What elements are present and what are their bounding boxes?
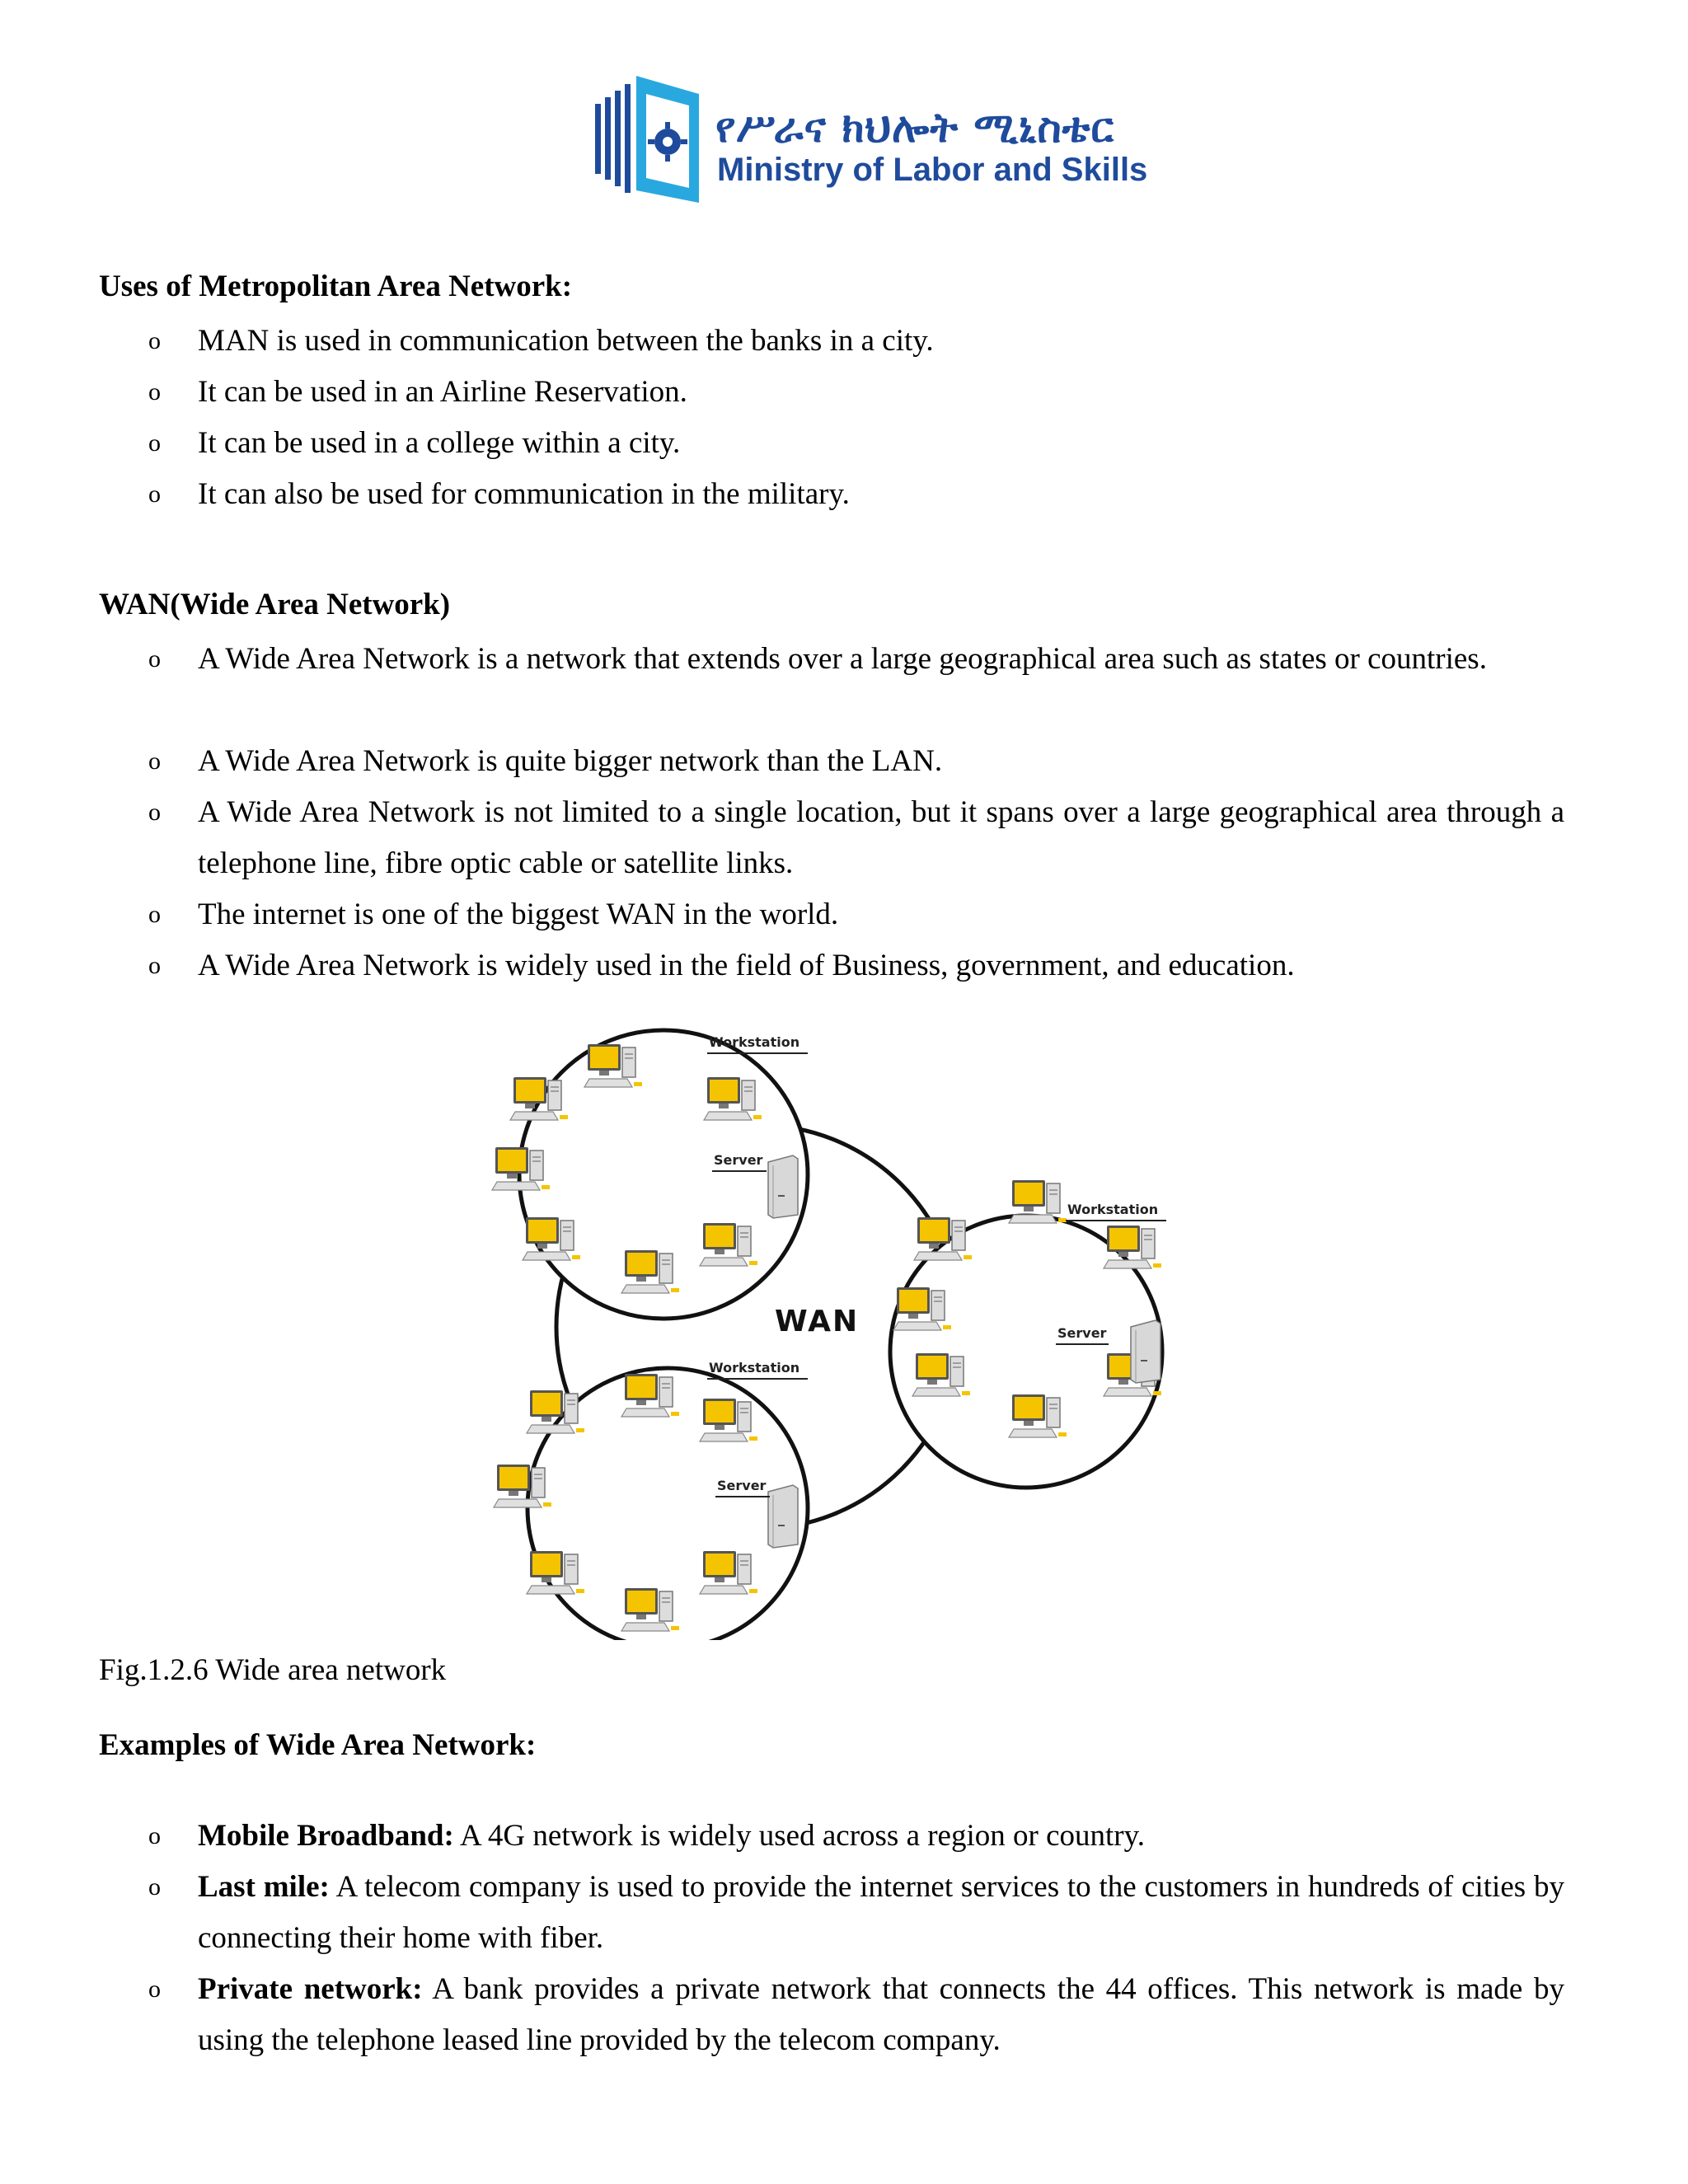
server-label-bottom: Server xyxy=(717,1478,767,1493)
list-item-text: It can be used in a college within a city. xyxy=(198,426,681,460)
list-item-text: MAN is used in communication between the banks in a city. xyxy=(198,324,934,358)
example-text: A 4G network is widely used across a region or country. xyxy=(453,1819,1145,1853)
examples-heading: Examples of Wide Area Network: xyxy=(99,1728,537,1762)
logo-english-text: Ministry of Labor and Skills xyxy=(717,152,1148,188)
bullet-icon: o xyxy=(148,1975,161,2003)
bullet-icon: o xyxy=(148,1822,161,1849)
example-text: A bank provides a private network that connects the 44 offices. This network is made by using the telephone leased line provided by the telecom company. xyxy=(198,1972,1564,2057)
figure-caption: Fig.1.2.6 Wide area network xyxy=(99,1653,447,1687)
example-text: A telecom company is used to provide the internet services to the customers in hundreds of cities by connecting their home with fiber. xyxy=(198,1870,1564,1955)
workstation-label-top: Workstation xyxy=(709,1034,800,1050)
list-item-text: It can also be used for communication in the military. xyxy=(198,477,850,511)
list-item-text: The internet is one of the biggest WAN in the world. xyxy=(198,898,839,931)
list-item xyxy=(148,1811,1564,1862)
list-item-text: A Wide Area Network is widely used in the field of Business, government, and education. xyxy=(198,949,1295,982)
workstation-icon xyxy=(1104,1226,1161,1268)
bullet-icon: o xyxy=(148,952,161,979)
ministry-logo-mark-icon xyxy=(592,71,715,211)
bullet-icon: o xyxy=(148,645,161,673)
man-uses-heading: Uses of Metropolitan Area Network: xyxy=(99,269,573,303)
bullet-icon: o xyxy=(148,799,161,826)
list-item xyxy=(148,1862,1564,1964)
server-label-top: Server xyxy=(714,1152,763,1168)
wan-diagram xyxy=(486,1022,1195,1640)
list-item xyxy=(148,469,1564,520)
example-term: Mobile Broadband: xyxy=(198,1819,454,1853)
list-item xyxy=(148,634,1564,685)
bullet-icon: o xyxy=(148,1873,161,1900)
bullet-icon: o xyxy=(148,480,161,508)
server-icon xyxy=(768,1155,798,1218)
list-item xyxy=(148,940,1564,991)
list-item xyxy=(148,418,1564,469)
wan-center-label: WAN xyxy=(775,1305,860,1338)
logo-amharic-text: የሥራና ክህሎት ሚኒስቴር xyxy=(715,104,1115,152)
server-icon xyxy=(768,1485,798,1548)
bullet-icon: o xyxy=(148,748,161,775)
workstation-label-right: Workstation xyxy=(1067,1202,1159,1217)
bullet-icon: o xyxy=(148,429,161,457)
example-term: Last mile: xyxy=(198,1870,330,1904)
bullet-icon: o xyxy=(148,378,161,405)
bullet-icon: o xyxy=(148,327,161,354)
list-item xyxy=(148,889,1564,940)
list-item-text: It can be used in an Airline Reservation. xyxy=(198,375,687,409)
list-item-text: A Wide Area Network is a network that extends over a large geographical area such as states or countries. xyxy=(198,642,1487,676)
list-item xyxy=(148,367,1564,418)
list-item-text: A Wide Area Network is quite bigger network than the LAN. xyxy=(198,744,943,778)
workstation-icon xyxy=(1009,1180,1067,1223)
workstation-label-bottom: Workstation xyxy=(709,1360,800,1376)
ministry-logo xyxy=(592,71,1148,211)
list-item xyxy=(148,787,1564,889)
server-icon xyxy=(1131,1320,1160,1383)
wan-heading: WAN(Wide Area Network) xyxy=(99,588,451,621)
list-item xyxy=(148,316,1564,367)
server-label-right: Server xyxy=(1057,1325,1107,1341)
bullet-icon: o xyxy=(148,901,161,928)
example-term: Private network: xyxy=(198,1972,423,2006)
list-item-text: A Wide Area Network is not limited to a single location, but it spans over a large geographical area through a telephone line, fibre optic cable or satellite links. xyxy=(198,795,1564,880)
list-item xyxy=(148,1964,1564,2066)
list-item xyxy=(148,736,1564,787)
